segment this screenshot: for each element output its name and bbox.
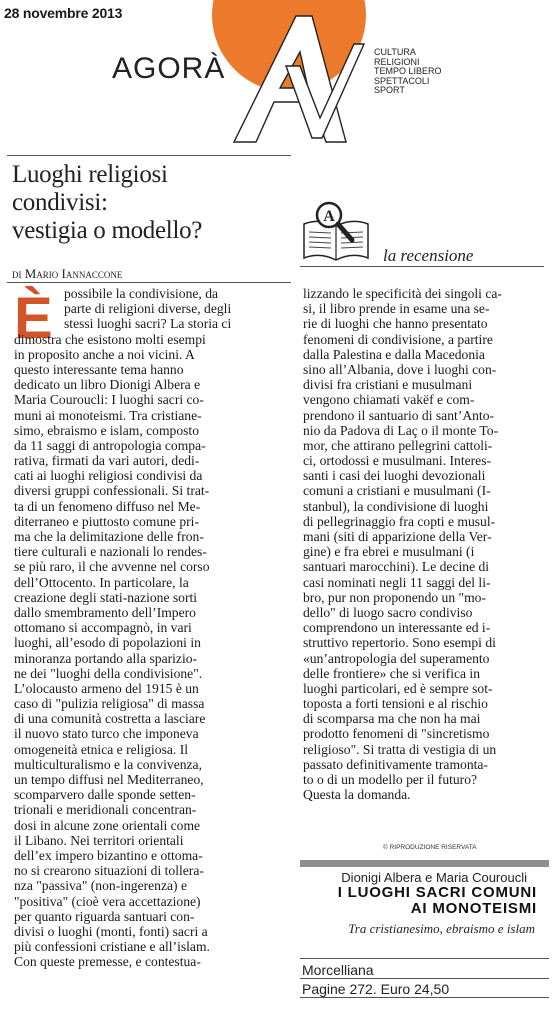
article-line: vengono chiamati vakëf e com- [303, 392, 475, 408]
article-line: dell’ex impero bizantino e ottoma- [14, 847, 203, 863]
article-line: in proposito anche a noi vicini. A [14, 346, 195, 362]
article-line: Maria Couroucli: I luoghi sacri co- [14, 392, 204, 408]
article-line: trionali e meridionali concentran- [14, 802, 197, 818]
section-item: SPORT [374, 85, 405, 96]
article-line: creazione degli stati-nazione sorti [14, 589, 198, 605]
article-line: dallo smembramento dell’Impero [14, 604, 196, 620]
article-line: più confessioni cristiane e all’islam. [14, 939, 210, 955]
article-line: simo, ebraismo e islam, composto [14, 422, 200, 438]
article-line: divisi fra cristiani e musulmani [303, 377, 473, 393]
masthead-title: AGORÀ [112, 52, 226, 85]
book-title-line: AI MONOTEISMI [410, 900, 537, 917]
headline-line: condivisi: [12, 189, 108, 216]
article-line: casi nominati negli 11 saggi del li- [303, 574, 491, 590]
article-line: ne dei "luoghi della condivisione". [14, 665, 203, 681]
article-line: dello" di luogo sacro condiviso [303, 604, 473, 620]
article-line: Questa la domanda. [303, 787, 411, 803]
article-line: dedicato un libro Dionigi Albera e [14, 377, 201, 393]
article-line: per quanto riguarda santuari con- [14, 908, 195, 924]
article-byline: di Mario Iannaccone [12, 266, 123, 281]
section-item: SPETTACOLI [374, 75, 430, 86]
book-title [300, 885, 549, 917]
book-publisher: Morcelliana [302, 962, 374, 978]
publisher-rule [300, 958, 549, 959]
article-line: fenomeni di condivisione, a partire [303, 331, 493, 347]
drop-cap: È [14, 286, 53, 351]
article-line: ma che la delimitazione delle fron- [14, 529, 204, 544]
article-line: luoghi particolari, ed è sempre sot- [303, 680, 493, 696]
article-line: nio da Padova di Laç o il monte To- [303, 422, 499, 438]
article-line: da 11 saggi di antropologia compa- [14, 437, 206, 453]
section-item: CULTURA [374, 47, 416, 57]
bottom-rule [300, 997, 549, 998]
article-line: luoghi, all’esodo di popolazioni in [14, 635, 201, 651]
review-label: la recensione [383, 246, 474, 265]
article-line: scomparvero dalle sponde setten- [14, 787, 196, 803]
section-list [374, 48, 442, 96]
article-line: stanbul), la condivisione di luoghi [303, 498, 489, 514]
article-line: cati ai luoghi religiosi condivisi da [14, 468, 203, 484]
headline-rule [7, 155, 291, 156]
article-line: no si crearono situazioni di tollera- [14, 863, 204, 879]
article-line: dimostra che esistono molti esempi [14, 331, 206, 347]
headline-line: vestigia o modello? [12, 217, 203, 244]
article-line: se più raro, il che avvenne nel corso [14, 559, 210, 575]
article-line: comprendono un interessante ed i- [303, 620, 491, 636]
article-line: diversi gruppi confessionali. Si trat- [14, 483, 210, 499]
article-line: santuari marocchini). Le decine di [303, 559, 490, 575]
headline-line: Luoghi religiosi [12, 161, 168, 188]
article-line: rativa, firmati da vari autori, dedi- [14, 453, 200, 469]
book-details: Pagine 272. Euro 24,50 [302, 981, 450, 997]
article-line: sino all’Albania, dove i luoghi con- [303, 361, 497, 377]
article-line: possibile la condivisione, da [64, 286, 219, 301]
article-line: nza "passiva" (non-ingerenza) e [14, 878, 188, 894]
article-line: parte di religioni diverse, degli [64, 301, 232, 317]
article-line: ta di un fenomeno diffuso nel Me- [14, 498, 201, 514]
article-line: "positiva" (cioè vera accettazione) [14, 893, 201, 909]
svg-text:A: A [323, 208, 335, 225]
article-line: stessi luoghi sacri? La storia ci [64, 316, 232, 332]
article-line: «un’antropologia del superamento [303, 650, 490, 666]
article-line: ottomano si accompagnò, in vari [14, 620, 192, 636]
article-line: ci, ortodossi e musulmani. Interes- [303, 453, 492, 469]
book-box-bar [300, 860, 549, 867]
open-book-magnifier-icon [300, 200, 372, 262]
article-line: lizzando le specificità dei singoli ca- [303, 286, 502, 301]
article-line: questo interessante tema hanno [14, 361, 184, 377]
issue-date: 28 novembre 2013 [4, 5, 123, 21]
article-line: rie di luoghi che hanno presentato [303, 316, 488, 332]
article-line: si, il libro prende in esame una se- [303, 301, 490, 317]
article-line: santi i casi dei luoghi devozionali [303, 468, 486, 484]
article-line: il Libano. Nei territori orientali [14, 832, 184, 848]
book-title-line: I LUOGHI SACRI COMUNI [337, 884, 537, 901]
agora-av-logo-icon [226, 14, 376, 146]
article-line: di scomparsa ma che non ha mai [303, 711, 481, 727]
article-line: un tempo diffusi nel Mediterraneo, [14, 772, 204, 787]
article-line: dosi in alcune zone orientali come [14, 817, 201, 833]
review-rule [300, 266, 544, 267]
article-line: comuni a cristiani e musulmani (I- [303, 483, 491, 499]
article-line: religioso". Si tratta di vestigia di un [303, 741, 497, 757]
article-line: di una comunità costretta a lasciare [14, 711, 206, 727]
section-item: TEMPO LIBERO [374, 66, 442, 77]
article-line: omogeneità etnica e religiosa. Il [14, 741, 189, 757]
article-line: prodotto fenomeni di "sincretismo [303, 726, 490, 742]
article-column-2 [303, 286, 549, 802]
article-line: il nuovo stato turco che imponeva [14, 726, 199, 742]
article-line: prendono il santuario di sant’Anto- [303, 407, 495, 423]
article-line: passato definitivamente tramonta- [303, 756, 488, 772]
article-line: muni ai monoteismi. Tra cristiane- [14, 407, 202, 423]
article-line: dalla Palestina e dalla Macedonia [303, 346, 485, 362]
article-line: bro, pur non proponendo un "mo- [303, 589, 486, 605]
article-line: toposta a forti tensioni e al rischio [303, 696, 488, 712]
copyright-notice: © RIPRODUZIONE RISERVATA [383, 844, 477, 851]
article-line: multiculturalismo e la convivenza, [14, 756, 202, 772]
book-info-box [300, 869, 549, 937]
article-line: gine) e fra ebrei e musulmani (i [303, 544, 475, 560]
article-line: tiere culturali e nazionali lo rendes- [14, 544, 207, 560]
article-line: diterraneo e piuttosto comune pri- [14, 513, 199, 529]
article-column-1 [14, 286, 276, 969]
article-line: caso di "pulizia religiosa" di massa [14, 696, 205, 712]
article-line: Con queste premesse, e contestua- [14, 954, 201, 970]
article-line: di pellegrinaggio fra copti e musul- [303, 513, 496, 529]
section-item: RELIGIONI [374, 56, 420, 67]
byline-rule [7, 282, 291, 283]
book-subtitle: Tra cristianesimo, ebraismo e islam [348, 921, 535, 936]
article-line: struttivo repertorio. Sono esempi di [303, 635, 496, 651]
details-rule [300, 978, 549, 979]
article-line: L’olocausto armeno del 1915 è un [14, 680, 199, 696]
article-line: minoranza portando alla sparizio- [14, 650, 198, 666]
article-line: mani (siti di apparizione della Ver- [303, 529, 492, 544]
article-line: mor, che attirano pellegrini cattoli- [303, 437, 493, 453]
article-line: to o di un modello per il futuro? [303, 772, 478, 787]
article-headline [12, 161, 282, 245]
article-line: dell’Ottocento. In particolare, la [14, 574, 189, 590]
article-line: divisi o luoghi (monti, fonti) sacri a [14, 923, 208, 939]
article-line: delle frontiere» che si verifica in [303, 665, 481, 681]
book-authors: Dionigi Albera e Maria Couroucli [341, 870, 527, 885]
